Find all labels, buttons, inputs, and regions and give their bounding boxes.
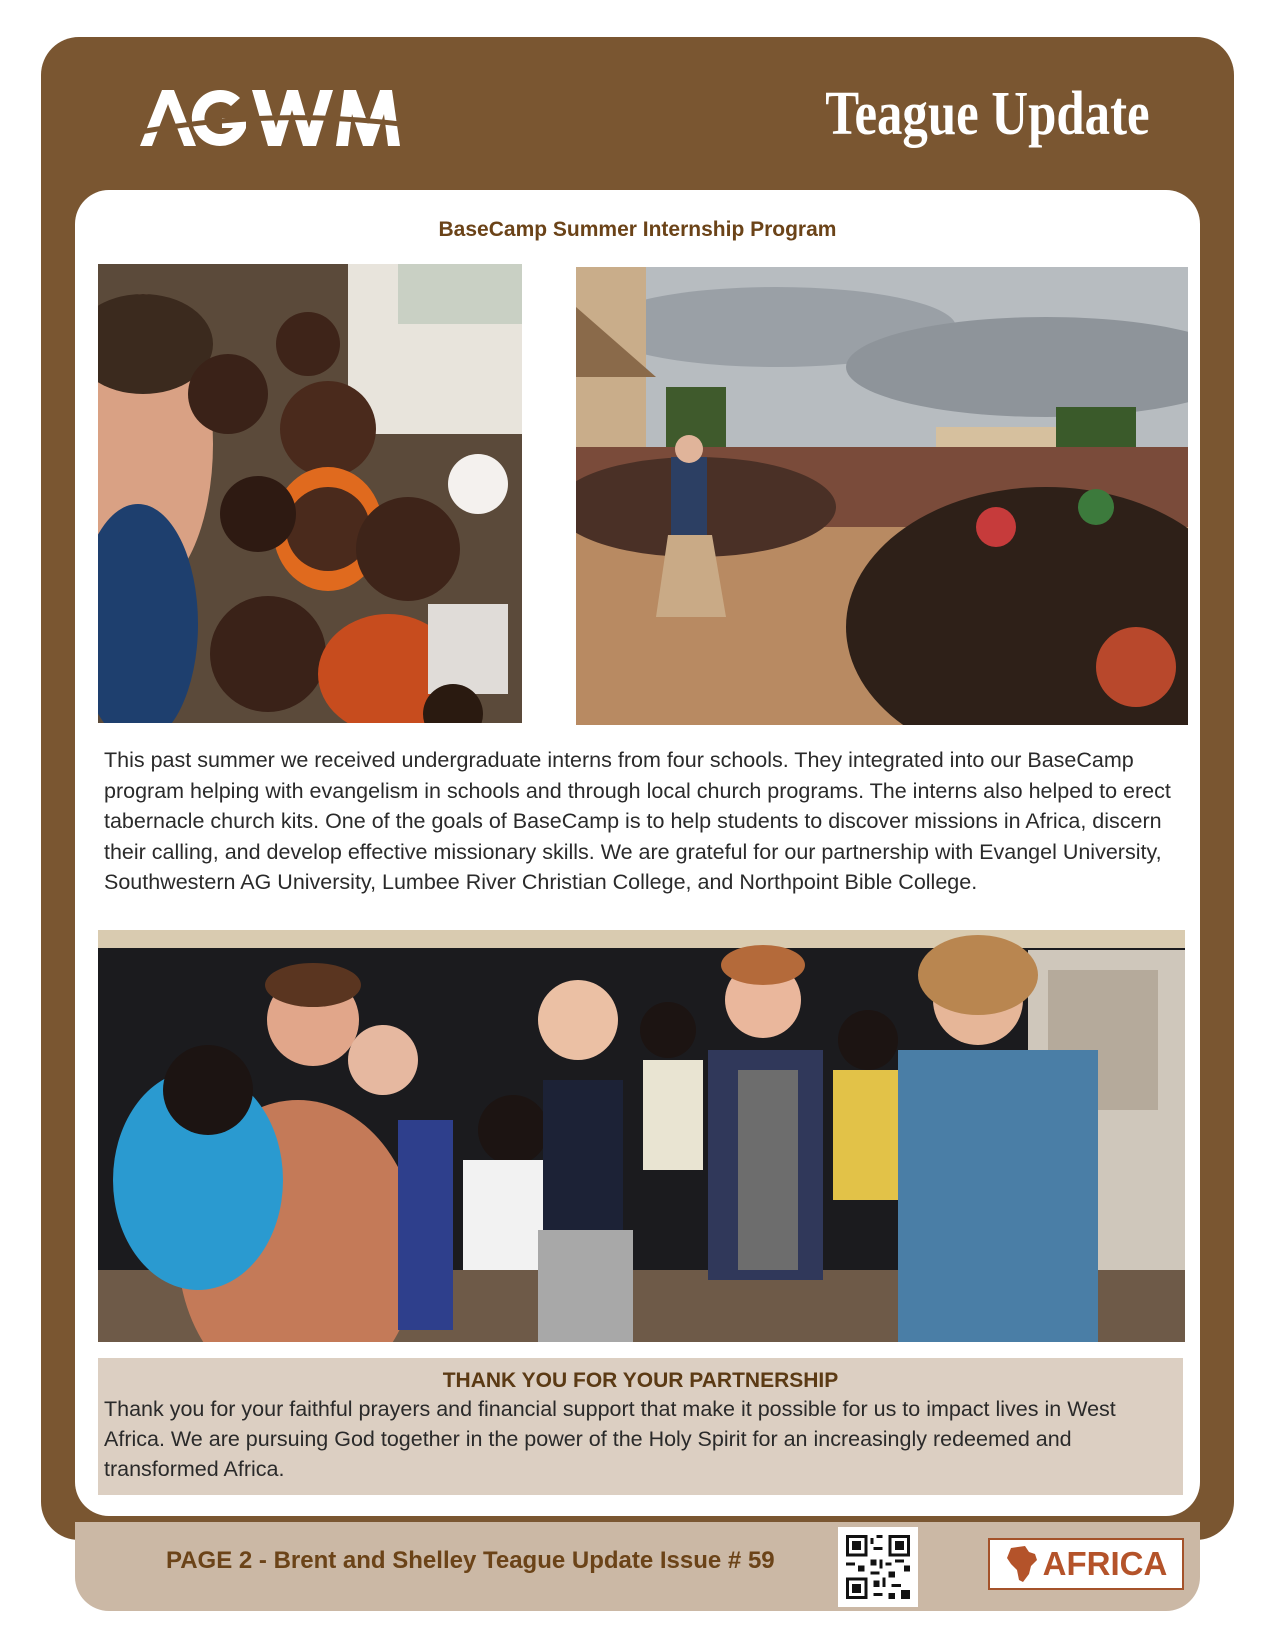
document-title: Teague Update (825, 80, 1150, 148)
footer-bar (75, 1522, 1200, 1611)
agwm-logo (140, 88, 400, 148)
africa-badge-text: AFRICA (1042, 1545, 1168, 1582)
body-paragraph: This past summer we received undergraduate interns from four schools. They integrated into our BaseCamp program helping with evangelism in schools and through local church programs. The interns also helped to erect tabernacle church kits. One of the goals of BaseCamp is to help students to discover missions in Africa, discern their calling, and develop effective missionary skills. We are grateful for our partnership with Evangel University, Southwestern AG University, Lumbee River Christian College, and Northpoint Bible College. (104, 748, 1171, 894)
section-heading: BaseCamp Summer Internship Program (438, 218, 837, 241)
photo-children-selfie (98, 264, 522, 723)
footer-page-line: PAGE 2 - Brent and Shelley Teague Update Issue # 59 (166, 1547, 775, 1574)
thanks-heading: THANK YOU FOR YOUR PARTNERSHIP (442, 1369, 839, 1392)
thanks-box (98, 1358, 1183, 1495)
africa-map-icon (1005, 1544, 1039, 1584)
qr-code-icon[interactable] (838, 1527, 918, 1607)
agwm-logo-mark (140, 88, 400, 148)
africa-badge (988, 1538, 1184, 1590)
photo-outdoor-crowd (576, 267, 1188, 725)
content-panel (75, 190, 1200, 1516)
thanks-text: Thank you for your faithful prayers and financial support that make it possible for us to impact lives in West Africa. We are pursuing God together in the power of the Holy Spirit for an increasingly redeemed and transformed Africa. (104, 1397, 1116, 1481)
photo-interns-with-puppets (98, 930, 1185, 1342)
